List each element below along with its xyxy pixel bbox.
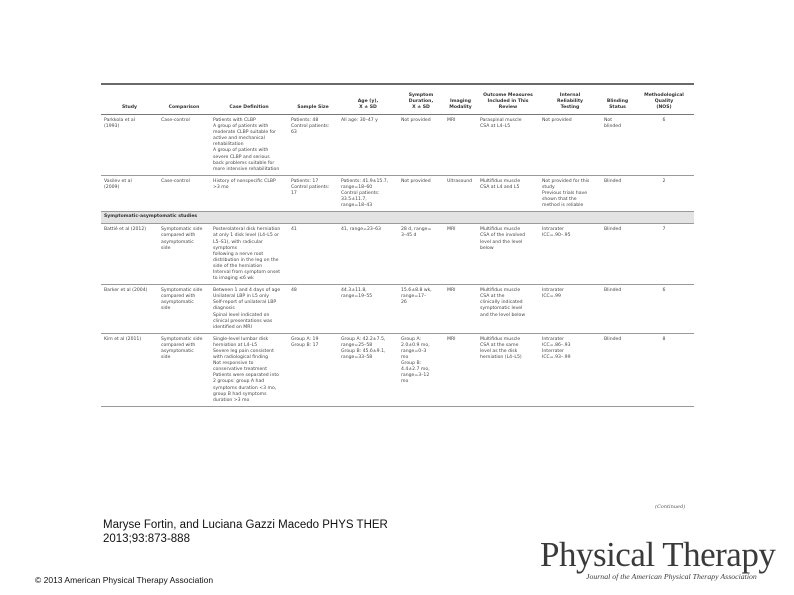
cell-methodological-quality: 6 — [634, 285, 694, 334]
continued-note: (Continued) — [655, 504, 686, 510]
cell-comparison: Case-control — [158, 175, 210, 211]
table-row — [101, 333, 694, 406]
column-header-comparison: Comparison — [158, 85, 210, 115]
cell-age: Group A: 42.2±7.5, range=25–58 Group B: 45.6±9.1, range=33–58 — [338, 333, 398, 406]
cell-internal-reliability: Intrarater ICC=.90–.95 — [539, 224, 601, 285]
cell-internal-reliability: Not provided — [539, 115, 601, 176]
cell-blinding-status: Blinded — [601, 175, 634, 211]
evidence-table — [101, 83, 694, 515]
cell-study: Battié et al (2012) — [101, 224, 158, 285]
table-row — [101, 224, 694, 285]
cell-blinding-status: Blinded — [601, 224, 634, 285]
table-row — [101, 115, 694, 176]
cell-comparison: Case-control — [158, 115, 210, 176]
citation-volume-pages: 2013;93:873-888 — [103, 533, 190, 545]
cell-symptom-duration: 15.6±8.8 wk, range=17– 26 — [398, 285, 444, 334]
cell-blinding-status: Not blinded — [601, 115, 634, 176]
cell-methodological-quality: 7 — [634, 224, 694, 285]
cell-sample-size: 48 — [288, 285, 338, 334]
column-header-study: Study — [101, 85, 158, 115]
column-header-case-definition: Case Definition — [210, 85, 288, 115]
cell-age: Patients: 41.9±15.7, range=18–60 Control patients: 33.5±11.7, range=18–43 — [338, 175, 398, 211]
cell-case-definition: Posterolateral disk herniation at only 1 disk level (L4–L5 or L5–S1), with radicular symptoms following a nerve root distribution in the leg on the side of the herniation Interval from symptom onset to imaging ≤6 wk — [210, 224, 288, 285]
cell-outcome-measures: Multifidus muscle CSA at L4 and L5 — [477, 175, 539, 211]
cell-symptom-duration: 28 d, range= 3–45 d — [398, 224, 444, 285]
table-section-row — [101, 212, 694, 224]
cell-outcome-measures: Paraspinal muscle CSA at L4–L5 — [477, 115, 539, 176]
copyright-notice: © 2013 American Physical Therapy Association — [35, 575, 214, 585]
cell-outcome-measures: Multifidus muscle CSA at the same level as the disk herniation (L4–L5) — [477, 333, 539, 406]
cell-blinding-status: Blinded — [601, 333, 634, 406]
column-header-imaging-modality: Imaging Modality — [444, 85, 477, 115]
cell-symptom-duration: Not provided — [398, 115, 444, 176]
column-header-symptom-duration: Symptom Duration, X ± SD — [398, 85, 444, 115]
cell-internal-reliability: Intrarater ICC=.99 — [539, 285, 601, 334]
cell-imaging-modality: MRI — [444, 115, 477, 176]
cell-outcome-measures: Multifidus muscle CSA of the involved level and the level below — [477, 224, 539, 285]
cell-sample-size: Group A: 19 Group B: 17 — [288, 333, 338, 406]
cell-comparison: Symptomatic side compared with asymptomatic side — [158, 224, 210, 285]
cell-sample-size: 41 — [288, 224, 338, 285]
cell-age: All age: 30–47 y — [338, 115, 398, 176]
journal-logo — [540, 537, 780, 587]
column-header-sample-size: Sample Size — [288, 85, 338, 115]
cell-symptom-duration: Not provided — [398, 175, 444, 211]
cell-symptom-duration: Group A: 2.0±0.9 mo, range=0–3 mo Group B: 4.4±2.7 mo, range=3–12 mo — [398, 333, 444, 406]
table-header-row — [101, 85, 694, 115]
citation — [103, 518, 388, 546]
column-header-age: Age (y), X ± SD — [338, 85, 398, 115]
column-header-outcome-measures: Outcome Measures Included in This Review — [477, 85, 539, 115]
cell-comparison: Symptomatic side compared with asymptomatic side — [158, 333, 210, 406]
cell-blinding-status: Blinded — [601, 285, 634, 334]
logo-subtitle: Journal of the American Physical Therapy Association — [586, 572, 757, 581]
cell-imaging-modality: MRI — [444, 333, 477, 406]
cell-case-definition: Patients with CLBP A group of patients with moderate CLBP suitable for active and mechanical rehabilitation A group of patients with severe CLBP and serious back problems suitable for more intensive rehabilitation — [210, 115, 288, 176]
cell-internal-reliability: Intrarater ICC=.86–.93 Interrater ICC=.93–.99 — [539, 333, 601, 406]
logo-title: Physical Therapy — [540, 535, 776, 574]
cell-case-definition: Between 1 and 4 days of age Unilateral LBP in L5 only Self-report of unilateral LBP diagnosis Spinal level indicated on clinical presentations was identified on MRI — [210, 285, 288, 334]
cell-outcome-measures: Multifidus muscle CSA at the clinically indicated symptomatic level and the level below — [477, 285, 539, 334]
cell-imaging-modality: MRI — [444, 224, 477, 285]
cell-study: Vasilev et al (2009) — [101, 175, 158, 211]
table-body — [101, 115, 694, 407]
cell-imaging-modality: Ultrasound — [444, 175, 477, 211]
cell-sample-size: Patients: 48 Control patients: 63 — [288, 115, 338, 176]
cell-age: 41, range=23–63 — [338, 224, 398, 285]
cell-comparison: Symptomatic side compared with asymptomatic side — [158, 285, 210, 334]
cell-study: Parkkola et al (1993) — [101, 115, 158, 176]
column-header-internal-reliability: Internal Reliability Testing — [539, 85, 601, 115]
study-characteristics-table — [101, 85, 694, 407]
section-label: Symptomatic-asymptomatic studies — [101, 212, 694, 224]
cell-case-definition: History of nonspecific CLBP >3 mo — [210, 175, 288, 211]
cell-sample-size: Patients: 17 Control patients: 17 — [288, 175, 338, 211]
cell-study: Barker et al (2004) — [101, 285, 158, 334]
cell-study: Kim et al (2011) — [101, 333, 158, 406]
cell-methodological-quality: 8 — [634, 333, 694, 406]
table-row — [101, 285, 694, 334]
table-row — [101, 175, 694, 211]
cell-imaging-modality: MRI — [444, 285, 477, 334]
citation-authors-journal: Maryse Fortin, and Luciana Gazzi Macedo PHYS THER — [103, 519, 388, 531]
cell-age: 44.3±11.8, range=19–55 — [338, 285, 398, 334]
cell-methodological-quality: 6 — [634, 115, 694, 176]
cell-case-definition: Single-level lumbar disk herniation at L4–L5 Severe leg pain consistent with radiological finding Not responsive to conservative treatment Patients were separated into 2 groups: group A had symptoms duration <3 mo, group B had symptoms duration >3 mo — [210, 333, 288, 406]
cell-methodological-quality: 2 — [634, 175, 694, 211]
column-header-methodological-quality: Methodological Quality (NOS) — [634, 85, 694, 115]
cell-internal-reliability: Not provided for this study Previous trials have shown that the method is reliable — [539, 175, 601, 211]
column-header-blinding-status: Blinding Status — [601, 85, 634, 115]
